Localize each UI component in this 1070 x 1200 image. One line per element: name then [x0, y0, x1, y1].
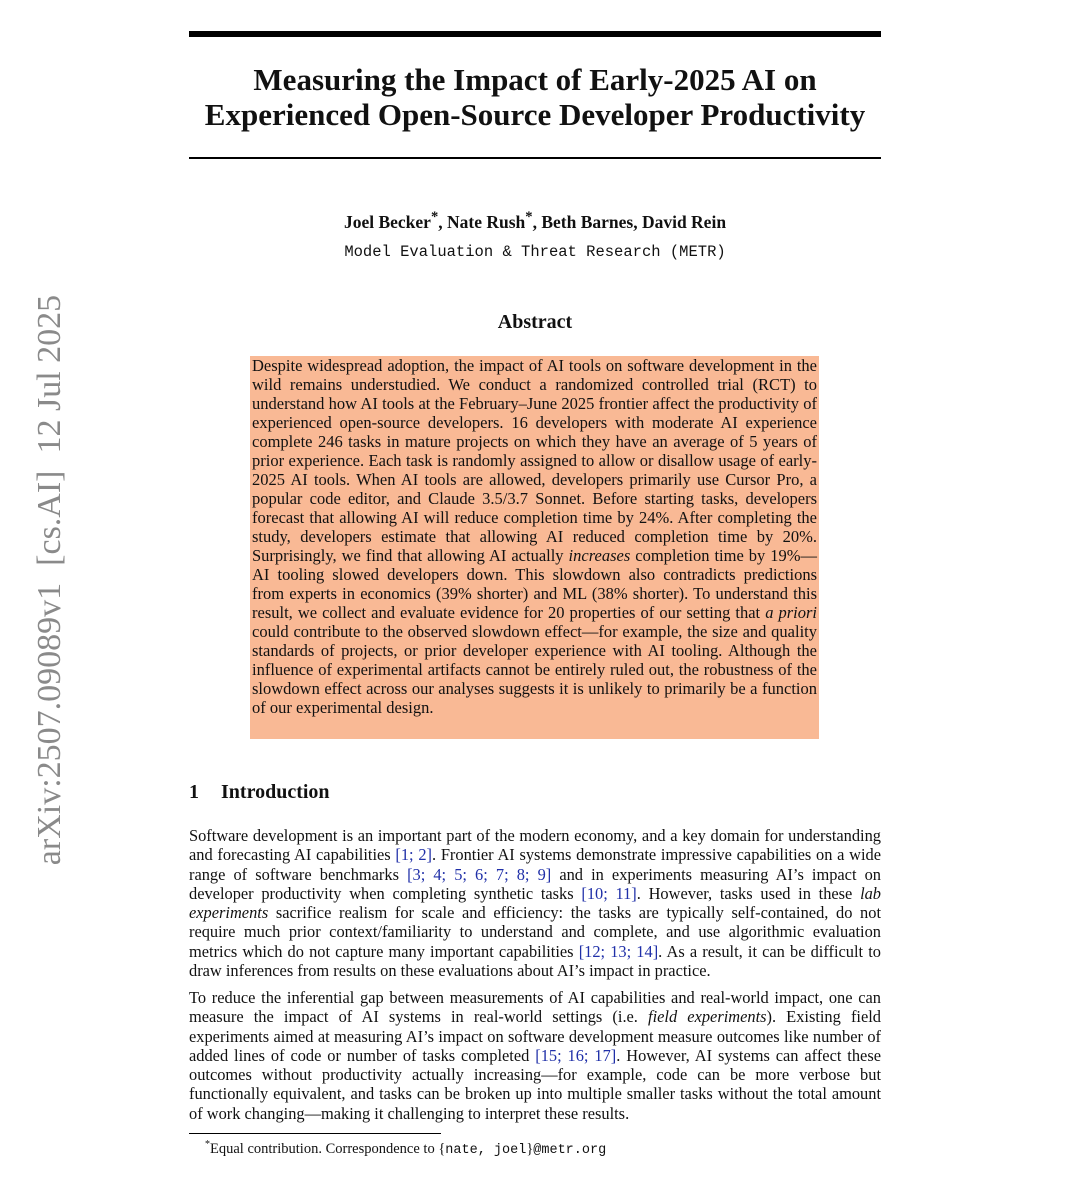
citation-link[interactable]: [1; 2]	[395, 845, 432, 865]
section-title: Introduction	[221, 781, 330, 803]
section-heading-introduction	[189, 781, 330, 804]
abstract-emphasis: a priori	[765, 603, 817, 622]
citation-link[interactable]: [10; 11]	[581, 883, 637, 903]
abstract-emphasis: increases	[568, 546, 631, 565]
author-name: Joel Becker	[343, 211, 431, 232]
paragraph-text: . However, AI systems can affect these outcomes without productivity actually increasing—for example, code can be more verbose but functionally equivalent, and tasks can be broken up into multiple smaller tasks without the total amount of work changing—making it challenging to interpret these results.	[189, 1045, 881, 1123]
author-name: David Rein	[641, 211, 727, 232]
abstract-text-part: completion time by 19%—AI tooling slowed developers down. This slowdown also contradicts predictions from experts in economics (39% shorter) and ML (38% shorter). To understand this result, we collect and evaluate evidence for 20 properties of our setting that	[252, 546, 817, 622]
arxiv-stamp	[31, 295, 69, 865]
paper-title	[189, 62, 881, 132]
email-brace-open: {	[438, 1140, 446, 1157]
paragraph-text: sacrifice realism for scale and efficiency: the tasks are typically self-contained, do not require much prior context/familiarity to understand and complete, and use algorithmic evaluation metrics which do not capture many important capabilities	[189, 903, 881, 961]
citation-link[interactable]: [12; 13; 14]	[578, 941, 659, 961]
paragraph-text: and in experiments measuring AI’s impact on developer productivity when completing synthetic tasks	[189, 864, 881, 903]
author-mark: *	[525, 209, 533, 225]
arxiv-category: [cs.AI]	[31, 470, 68, 566]
abstract-block	[250, 356, 819, 739]
abstract-heading: Abstract	[497, 311, 573, 333]
author-list: Joel Becker*, Nate Rush*, Beth Barnes, David Rein	[343, 209, 727, 232]
paragraph-text: Software development is an important part of the modern economy, and a key domain for understanding and forecasting AI capabilities	[189, 826, 881, 865]
title-rule-bottom	[189, 157, 881, 159]
arxiv-date: 12 Jul 2025	[31, 294, 68, 454]
paragraph-text: . Frontier AI systems demonstrate impressive capabilities on a wide range of software benchmarks	[189, 845, 881, 884]
title-rule-top	[189, 31, 881, 37]
author-mark: *	[430, 209, 439, 225]
email-brace-close: }	[526, 1140, 534, 1157]
footnote-text: Equal contribution. Correspondence to	[210, 1140, 439, 1157]
intro-paragraph-1	[189, 826, 881, 980]
abstract-text-part: could contribute to the observed slowdown effect—for example, the size and quality standards of projects, or prior developer experience with AI tooling. Although the influence of experimental artifacts cannot be entirely ruled out, the robustness of the slowdown effect across our analyses suggests it is unlikely to primarily be a function of our experimental design.	[252, 622, 817, 717]
affiliation: Model Evaluation & Threat Research (METR)	[344, 243, 726, 261]
paragraph-text: . However, tasks used in these	[636, 883, 861, 903]
paragraph-text: . As a result, it can be difficult to draw inferences from results on these evaluations about AI’s impact in practice.	[189, 941, 881, 981]
citation-link[interactable]: [3; 4; 5; 6; 7; 8; 9]	[407, 864, 552, 884]
paragraph-text: ). Existing field experiments aimed at measuring AI’s impact on software development measure outcomes like number of added lines of code or number of tasks completed	[189, 1007, 881, 1065]
title-line-1: Measuring the Impact of Early-2025 AI on	[253, 62, 817, 97]
arxiv-id: arXiv:2507.09089v1	[31, 582, 68, 866]
citation-link[interactable]: [15; 16; 17]	[535, 1045, 617, 1065]
footnote-rule	[189, 1133, 441, 1134]
paragraph-emphasis: field experiments	[648, 1007, 767, 1027]
author-name: Nate Rush	[446, 211, 526, 232]
footnote-mark: *	[205, 1139, 210, 1150]
email-domain[interactable]: @metr.org	[533, 1142, 607, 1158]
paragraph-emphasis: lab experiments	[189, 883, 882, 923]
email-names[interactable]: nate, joel	[445, 1142, 527, 1158]
abstract-text-part: Despite widespread adoption, the impact of AI tools on software development in the wild remains understudied. We conduct a randomized controlled trial (RCT) to understand how AI tools at the February–June 2025 frontier affect the productivity of experienced open-source developers. 16 developers with moderate AI experience complete 246 tasks in mature projects on which they have an average of 5 years of prior experience. Each task is randomly assigned to allow or disallow usage of early-2025 AI tools. When AI tools are allowed, developers primarily use Cursor Pro, a popular code editor, and Claude 3.5/3.7 Sonnet. Before starting tasks, developers forecast that allowing AI will reduce completion time by 24%. After completing the study, developers estimate that allowing AI reduced completion time by 20%. Surprisingly, we find that allowing AI actually	[252, 356, 817, 565]
intro-paragraph-2	[189, 988, 881, 1123]
footnote	[205, 1136, 606, 1160]
abstract-text	[250, 356, 819, 717]
author-name: Beth Barnes	[541, 211, 634, 232]
paragraph-text: To reduce the inferential gap between measurements of AI capabilities and real-world impact, one can measure the impact of AI systems in real-world settings (i.e.	[189, 988, 881, 1027]
title-line-2: Experienced Open-Source Developer Productivity	[204, 97, 866, 132]
section-number: 1	[189, 781, 199, 803]
